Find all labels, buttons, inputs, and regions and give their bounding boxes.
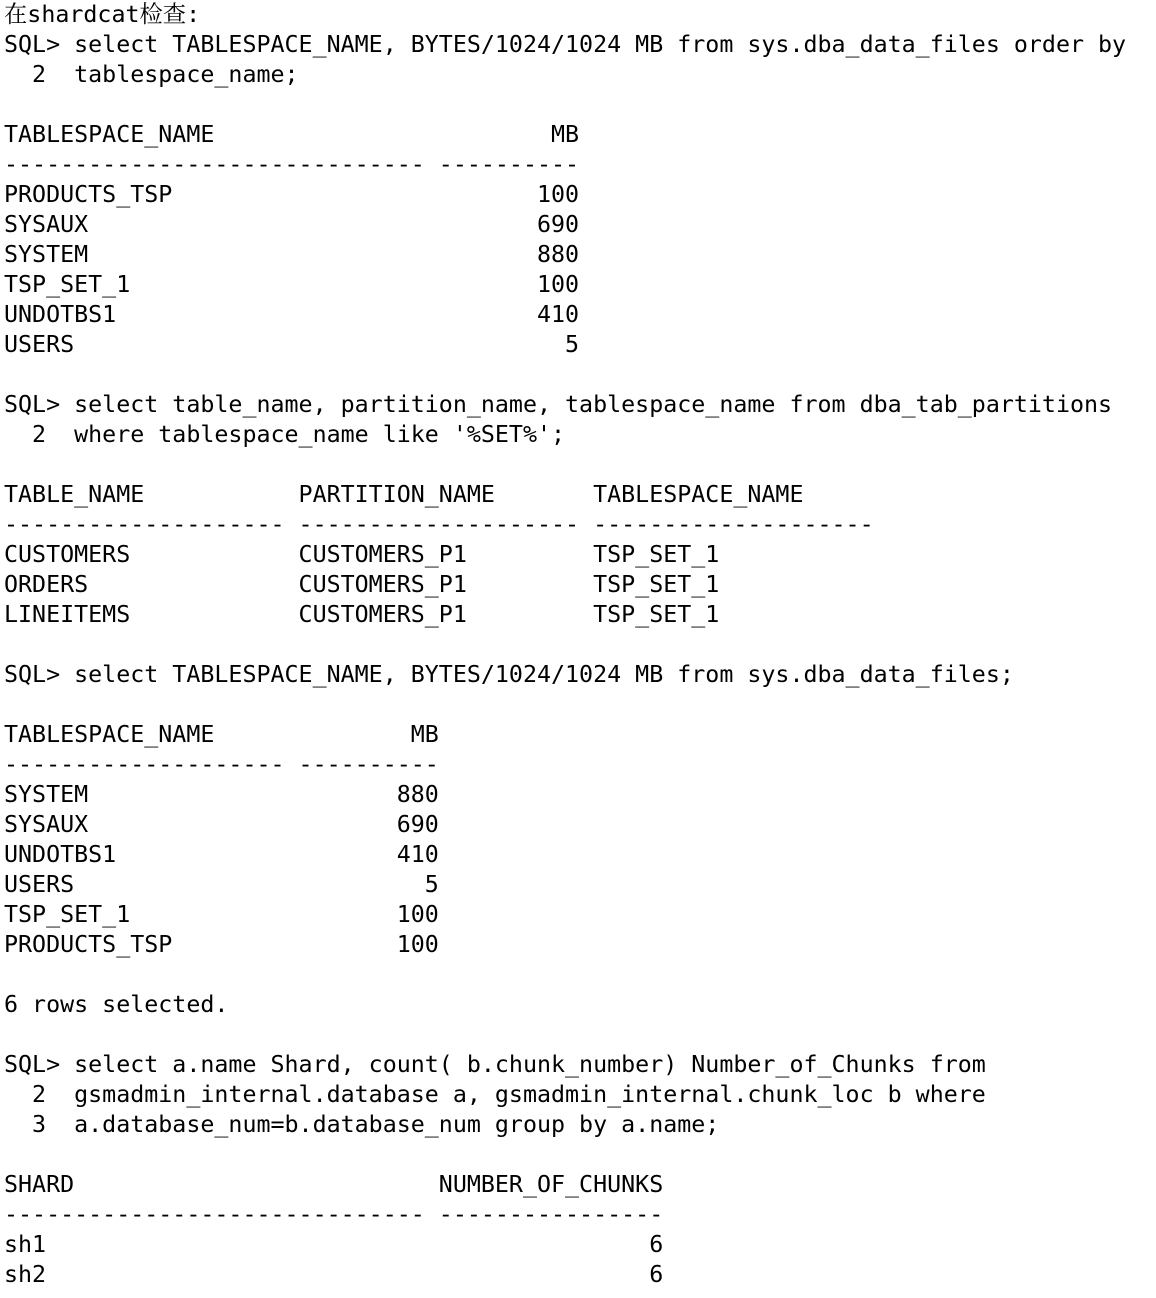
terminal-line: SQL> select table_name, partition_name, tablespace_name from dba_tab_partitions [4, 391, 1113, 418]
terminal-line: UNDOTBS1 410 [4, 301, 580, 328]
terminal-line: SQL> select TABLESPACE_NAME, BYTES/1024/1024 MB from sys.dba_data_files order by [4, 31, 1127, 58]
terminal-line: SYSAUX 690 [4, 211, 580, 238]
terminal-line: USERS 5 [4, 331, 580, 358]
terminal-line [4, 1140, 1154, 1170]
terminal-line: 3 a.database_num=b.database_num group by a.name; [4, 1111, 720, 1138]
terminal-line: SYSTEM 880 [4, 781, 439, 808]
terminal-line: 6 rows selected. [4, 991, 229, 1018]
terminal-line: PRODUCTS_TSP 100 [4, 931, 439, 958]
terminal-line: ORDERS CUSTOMERS_P1 TSP_SET_1 [4, 571, 720, 598]
terminal-line: USERS 5 [4, 871, 439, 898]
terminal-line: SQL> select TABLESPACE_NAME, BYTES/1024/1024 MB from sys.dba_data_files; [4, 661, 1014, 688]
terminal-line: TSP_SET_1 100 [4, 901, 439, 928]
terminal-line [4, 960, 1154, 990]
terminal-line [4, 1020, 1154, 1050]
terminal-line: SYSAUX 690 [4, 811, 439, 838]
terminal-line: UNDOTBS1 410 [4, 841, 439, 868]
terminal-line: TABLESPACE_NAME MB [4, 721, 439, 748]
terminal-line: ------------------------------ ---------- [4, 151, 580, 178]
terminal-line: TABLESPACE_NAME MB [4, 121, 580, 148]
terminal-line: PRODUCTS_TSP 100 [4, 181, 580, 208]
terminal-line [4, 690, 1154, 720]
terminal-line [4, 90, 1154, 120]
terminal-line: 2 gsmadmin_internal.database a, gsmadmin_internal.chunk_loc b where [4, 1081, 986, 1108]
terminal-line [4, 450, 1154, 480]
terminal-line: SHARD NUMBER_OF_CHUNKS [4, 1171, 664, 1198]
terminal-output [4, 0, 1154, 1290]
terminal-line: LINEITEMS CUSTOMERS_P1 TSP_SET_1 [4, 601, 720, 628]
terminal-line: 2 tablespace_name; [4, 61, 299, 88]
terminal-line: TSP_SET_1 100 [4, 271, 580, 298]
terminal-line [4, 360, 1154, 390]
terminal-line: 2 where tablespace_name like '%SET%'; [4, 421, 566, 448]
terminal-line: -------------------- ---------- [4, 751, 439, 778]
terminal-line: ------------------------------ ---------------- [4, 1201, 664, 1228]
terminal-line: -------------------- -------------------- -------------------- [4, 511, 874, 538]
terminal-line: 在shardcat检查: [4, 1, 201, 28]
terminal-line: CUSTOMERS CUSTOMERS_P1 TSP_SET_1 [4, 541, 720, 568]
terminal-line [4, 630, 1154, 660]
terminal-line: sh1 6 [4, 1231, 664, 1258]
terminal-line: SQL> select a.name Shard, count( b.chunk_number) Number_of_Chunks from [4, 1051, 986, 1078]
terminal-line: SYSTEM 880 [4, 241, 580, 268]
terminal-line: sh2 6 [4, 1261, 664, 1288]
terminal-line: TABLE_NAME PARTITION_NAME TABLESPACE_NAME [4, 481, 804, 508]
